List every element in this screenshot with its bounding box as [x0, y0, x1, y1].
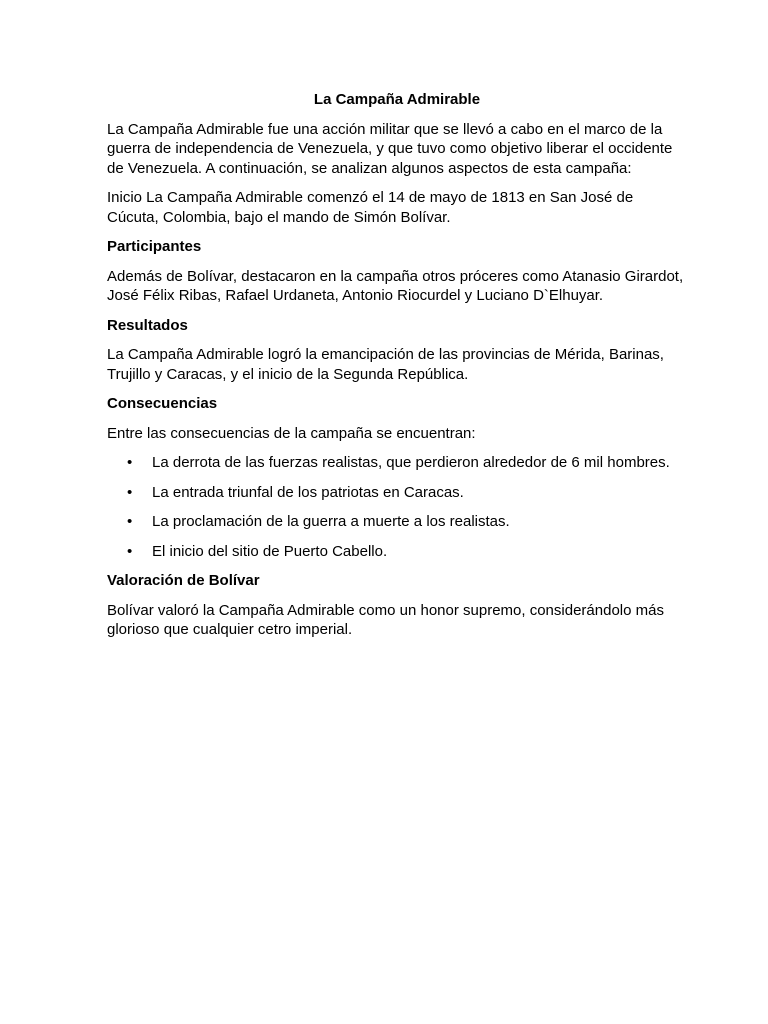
section-heading-resultados: Resultados — [107, 316, 188, 334]
list-item — [107, 512, 687, 532]
list-item-text: La derrota de las fuerzas realistas, que perdieron alrededor de 6 mil hombres. — [152, 454, 670, 471]
bullet-icon: • — [127, 513, 133, 530]
section-heading-consecuencias: Consecuencias — [107, 395, 218, 412]
section-text-participantes: Además de Bolívar, destacaron en la campaña otros próceres como Atanasio Girardot, José Félix Ribas, Rafael Urdaneta, Antonio Riocurdel y Luciano D`Elhuyar. — [107, 267, 684, 304]
list-item-text: La entrada triunfal de los patriotas en Caracas. — [152, 483, 464, 501]
section-heading-valoracion: Valoración de Bolívar — [107, 572, 260, 589]
list-item-text: El inicio del sitio de Puerto Cabello. — [152, 542, 388, 560]
bullet-icon: • — [127, 542, 133, 560]
list-item — [107, 453, 687, 473]
intro-paragraph: La Campaña Admirable fue una acción militar que se llevó a cabo en el marco de la guerra de independencia de Venezuela, y que tuvo como objetivo liberar el occidente de Venezuela. A continuación, se analizan algunos aspectos de esta campaña: — [107, 120, 673, 177]
section-heading-participantes: Participantes — [107, 238, 202, 255]
consecuencias-list — [107, 453, 687, 561]
document-page — [107, 90, 687, 650]
list-item-text: La proclamación de la guerra a muerte a los realistas. — [152, 513, 510, 530]
document-title: La Campaña Admirable — [313, 91, 481, 108]
section-text-consecuencias: Entre las consecuencias de la campaña se encuentran: — [107, 424, 476, 442]
section-text-resultados: La Campaña Admirable logró la emancipación de las provincias de Mérida, Barinas, Trujillo y Caracas, y el inicio de la Segunda República. — [107, 346, 664, 383]
list-item — [107, 483, 687, 503]
bullet-icon: • — [127, 454, 133, 471]
bullet-icon: • — [127, 483, 133, 501]
section-text-valoracion: Bolívar valoró la Campaña Admirable como un honor supremo, considerándolo más glorioso que cualquier cetro imperial. — [107, 601, 664, 638]
list-item — [107, 542, 687, 562]
inicio-paragraph: Inicio La Campaña Admirable comenzó el 14 de mayo de 1813 en San José de Cúcuta, Colombia, bajo el mando de Simón Bolívar. — [107, 189, 634, 226]
